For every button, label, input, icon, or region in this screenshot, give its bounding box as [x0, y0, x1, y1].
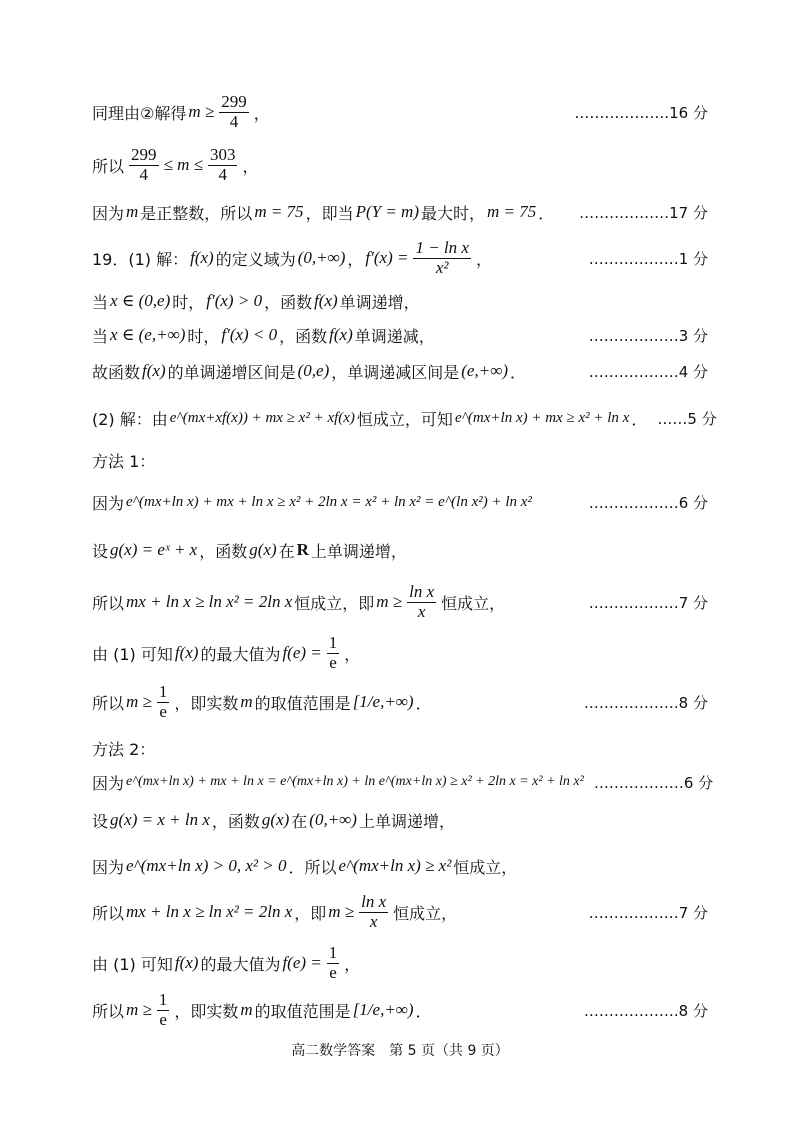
fraction-denominator: x	[369, 911, 378, 931]
line-math: f(e) =	[282, 643, 322, 662]
line-math: (e,+∞)	[461, 361, 508, 380]
line-math: f(x)	[329, 325, 353, 344]
line-text: ．	[631, 409, 648, 429]
score-mark: ………………4 分	[588, 362, 708, 381]
line-text: 所以	[92, 1001, 125, 1021]
line-text: ．	[415, 1001, 432, 1021]
line-text: ，	[347, 249, 364, 269]
line-math: [1/e,+∞)	[352, 692, 414, 711]
fraction-numerator: 299	[131, 144, 157, 164]
line-math: g(x)	[249, 540, 277, 559]
line-text: 因为	[92, 203, 125, 223]
line-text: 在	[291, 811, 308, 831]
answer-line-21	[92, 990, 708, 1030]
line-text: ．	[415, 693, 432, 713]
line-math: e^(mx+ln x) + mx + ln x = e^(mx+ln x) + ln e^(mx+ln x) ≥ x² + 2ln x = x² + ln x²	[126, 774, 584, 789]
line-math: (0,+∞)	[297, 248, 346, 267]
line-math: x ∈ (e,+∞)	[110, 325, 186, 344]
fraction-numerator: ln x	[409, 581, 435, 601]
line-text: 是正整数，所以	[140, 203, 253, 223]
line-text: 的取值范围是	[254, 1001, 351, 1021]
line-math: m ≥	[188, 102, 215, 121]
line-text: ，函数	[199, 541, 248, 561]
line-math: m = 75	[254, 202, 304, 221]
line-math: g(x) = x + ln x	[110, 810, 210, 829]
line-text: 当	[92, 292, 109, 312]
line-math: P(Y = m)	[355, 202, 419, 221]
answer-line-10	[92, 482, 708, 522]
line-text: 的最大值为	[200, 954, 281, 974]
line-text: 所以	[92, 156, 125, 176]
line-math: f(x)	[174, 953, 199, 972]
fraction-denominator: e	[159, 701, 167, 721]
line-text: 所以	[92, 693, 125, 713]
fraction-numerator: 1	[158, 681, 168, 701]
fraction	[327, 634, 340, 672]
line-math: f(x)	[314, 291, 338, 310]
line-text: ，	[344, 644, 361, 664]
line-math: mx + ln x ≥ ln x² = 2ln x	[126, 902, 293, 921]
line-text: ．	[538, 203, 555, 223]
answer-line-2	[92, 145, 708, 185]
line-text: 由 (1) 可知	[92, 954, 173, 974]
score-mark: ……………….8 分	[583, 693, 708, 712]
line-math: e^(mx+ln x) > 0, x² > 0	[126, 856, 287, 875]
fraction-denominator: 4	[139, 164, 149, 184]
line-text: 的定义域为	[215, 249, 296, 269]
fraction-numerator: 303	[209, 144, 236, 164]
line-text: ，即当	[305, 203, 354, 223]
fraction-numerator: 299	[221, 91, 247, 111]
line-text: 所以	[92, 593, 125, 613]
line-math: f(x)	[142, 361, 166, 380]
line-text: 时，	[187, 326, 220, 346]
line-text: 恒成立，	[441, 593, 506, 613]
line-math: f′(x) < 0	[221, 325, 278, 344]
fraction-numerator: 1 − ln x	[415, 237, 469, 257]
answer-line-18	[92, 846, 708, 886]
line-text: 所以	[92, 903, 125, 923]
line-text: ，函数	[279, 326, 328, 346]
line-math: (0,e)	[297, 361, 330, 380]
score-mark: ……………….16 分	[574, 103, 708, 122]
line-text: (2) 解：由	[92, 409, 168, 429]
fraction	[327, 944, 340, 982]
line-math: f(x)	[190, 248, 214, 267]
answer-line-7	[92, 351, 708, 391]
answer-line-1	[92, 92, 708, 132]
line-math: mx + ln x ≥ ln x² = 2ln x	[126, 592, 293, 611]
fraction	[157, 991, 170, 1029]
line-math: [1/e,+∞)	[352, 1000, 414, 1019]
line-math: m = 75	[487, 202, 537, 221]
line-math: m	[240, 692, 253, 711]
line-math: R	[296, 540, 309, 559]
line-math: m	[240, 1000, 253, 1019]
fraction-denominator: e	[159, 1009, 167, 1029]
line-text: 恒成立，	[453, 857, 518, 877]
answer-line-14	[92, 682, 708, 722]
line-text: 最大时，	[421, 203, 486, 223]
score-mark: ………………7 分	[588, 593, 708, 612]
answer-line-17	[92, 800, 708, 840]
line-math: e^(mx+ln x) + mx + ln x ≥ x² + 2ln x = x² + ln x² = e^(ln x²) + ln x²	[126, 493, 532, 510]
line-text: ，即实数	[174, 1001, 239, 1021]
page-footer: 高二数学答案 第 5 页（共 9 页）	[291, 1043, 509, 1059]
fraction	[219, 93, 249, 131]
fraction-denominator: x²	[435, 257, 449, 277]
fraction-denominator: 4	[218, 164, 227, 184]
fraction-numerator: 1	[328, 632, 338, 652]
line-math: f′(x) =	[365, 248, 409, 267]
fraction-denominator: e	[329, 962, 337, 982]
line-text: 的取值范围是	[254, 693, 351, 713]
line-text: 因为	[92, 857, 125, 877]
score-mark: ……5 分	[657, 409, 717, 428]
line-math: m ≥	[328, 902, 355, 921]
line-text: 设	[92, 811, 109, 831]
line-text: ，函数	[211, 811, 260, 831]
line-math: g(x)	[261, 810, 290, 829]
line-text: ，	[253, 103, 270, 123]
line-text: 19．(1) 解：	[92, 249, 189, 269]
fraction	[208, 146, 238, 184]
line-text: 同理由②解得	[92, 103, 187, 123]
line-text: 方法 2：	[92, 739, 156, 759]
line-text: 因为	[92, 773, 125, 793]
fraction	[407, 583, 436, 621]
line-math: g(x) = eˣ + x	[110, 540, 198, 559]
line-text: ，即实数	[174, 693, 239, 713]
score-mark: ………………6 分	[593, 773, 714, 792]
line-math: f(e) =	[282, 953, 322, 972]
line-math: m ≥	[126, 692, 152, 711]
line-text: 上单调递增，	[358, 811, 455, 831]
line-math: e^(mx+xf(x)) + mx ≥ x² + xf(x)	[169, 409, 355, 426]
answer-line-12	[92, 582, 708, 622]
fraction-numerator: 1	[328, 942, 338, 962]
line-text: 时，	[172, 292, 205, 312]
answer-line-11	[92, 530, 708, 570]
line-text: ，单调递减区间是	[331, 362, 460, 382]
line-text: ，	[475, 249, 492, 269]
line-text: 设	[92, 541, 109, 561]
line-text: 由 (1) 可知	[92, 644, 173, 664]
fraction-numerator: ln x	[361, 891, 387, 911]
answer-line-13	[92, 633, 708, 673]
line-math: f(x)	[174, 643, 199, 662]
fraction	[413, 239, 471, 277]
score-mark: ………………6 分	[588, 493, 708, 512]
line-text: ，函数	[264, 292, 313, 312]
line-text: ，	[242, 156, 259, 176]
line-text: 恒成立，	[393, 903, 458, 923]
method-1-heading	[92, 440, 708, 480]
fraction-denominator: x	[417, 601, 426, 621]
score-mark: ………………17 分	[579, 203, 708, 222]
fraction-denominator: e	[329, 652, 337, 672]
line-math: m ≥	[126, 1000, 152, 1019]
line-math: f′(x) > 0	[206, 291, 263, 310]
fraction	[359, 893, 388, 931]
fraction	[157, 683, 170, 721]
line-text: 在	[278, 541, 295, 561]
line-math: m ≥	[376, 592, 403, 611]
line-text: 的最大值为	[200, 644, 281, 664]
line-text: ，即	[294, 903, 327, 923]
line-text: ．所以	[288, 857, 337, 877]
answer-line-6	[92, 315, 708, 355]
line-text: ，	[344, 954, 361, 974]
line-text: 因为	[92, 493, 125, 513]
line-text: 上单调递增，	[310, 541, 407, 561]
score-mark: ……………….8 分	[583, 1001, 708, 1020]
answer-line-8	[92, 398, 717, 438]
line-text: 单调递增，	[339, 292, 420, 312]
line-text: ．	[509, 362, 526, 382]
line-text: 当	[92, 326, 109, 346]
line-text: 恒成立，可知	[356, 409, 453, 429]
line-math: ≤ m ≤	[163, 155, 203, 174]
answer-line-4	[92, 238, 708, 278]
line-text: 的单调递增区间是	[167, 362, 296, 382]
answer-line-3	[92, 192, 708, 232]
score-mark: ………………1 分	[588, 249, 708, 268]
line-math: e^(mx+ln x) ≥ x²	[338, 856, 452, 875]
answer-line-19	[92, 892, 708, 932]
answer-line-20	[92, 943, 708, 983]
line-math: e^(mx+ln x) + mx ≥ x² + ln x	[454, 409, 630, 426]
line-text: 故函数	[92, 362, 141, 382]
answer-line-16	[92, 762, 714, 802]
line-text: 恒成立，即	[294, 593, 375, 613]
fraction	[129, 146, 159, 184]
score-mark: ………………7 分	[588, 903, 708, 922]
line-text: 方法 1：	[92, 451, 156, 471]
fraction-denominator: 4	[229, 111, 239, 131]
fraction-numerator: 1	[158, 989, 168, 1009]
line-text: 单调递减，	[354, 326, 435, 346]
score-mark: ………………3 分	[588, 326, 708, 345]
line-math: (0,+∞)	[309, 810, 357, 829]
line-math: m	[126, 202, 139, 221]
line-math: x ∈ (0,e)	[110, 291, 171, 310]
